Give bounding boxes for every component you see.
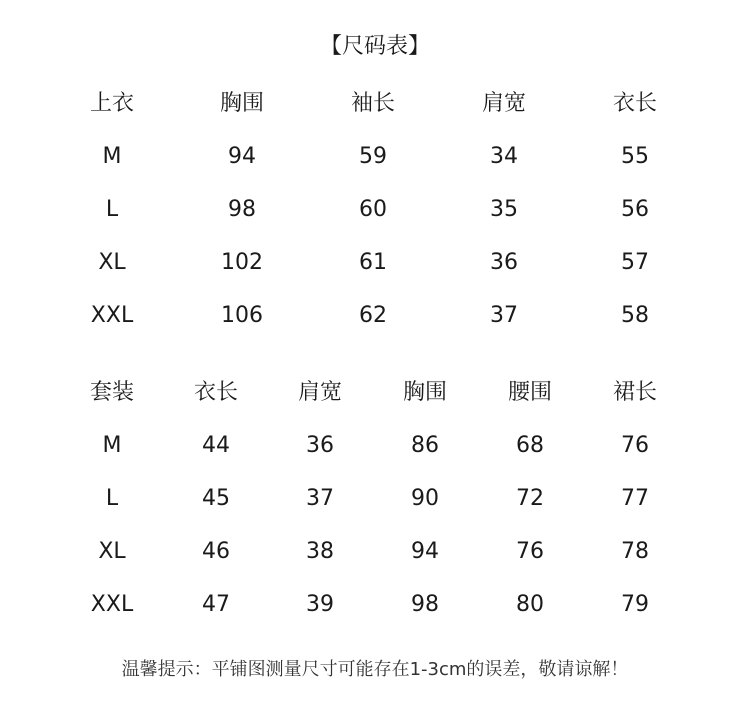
table-cell: 106 [221, 303, 263, 328]
set-header-cell: 套装 [89, 380, 134, 405]
table-cell: 37 [306, 486, 334, 511]
table-cell: 62 [359, 303, 387, 328]
table-cell: 57 [621, 250, 649, 275]
set-header-cell: 裙长 [612, 380, 657, 405]
table-cell: 68 [516, 433, 544, 458]
size-chart-title: 【尺码表】 [319, 34, 430, 59]
top-header-cell: 袖长 [350, 91, 395, 116]
table-cell: 35 [490, 197, 518, 222]
table-row [0, 431, 750, 461]
top-header-cell: 肩宽 [481, 91, 526, 116]
table-cell: 98 [411, 592, 439, 617]
top-header-cell: 衣长 [612, 91, 657, 116]
size-label: XXL [90, 303, 134, 328]
table-cell: 55 [621, 144, 649, 169]
table-cell: 61 [359, 250, 387, 275]
table-cell: 77 [621, 486, 649, 511]
table-row [0, 484, 750, 514]
table-cell: 90 [411, 486, 439, 511]
table-cell: 34 [490, 144, 518, 169]
size-label: L [105, 486, 119, 511]
table-row [0, 248, 750, 278]
table-cell: 56 [621, 197, 649, 222]
table-cell: 94 [228, 144, 256, 169]
table-cell: 60 [359, 197, 387, 222]
set-table-header-row [0, 378, 750, 408]
table-cell: 39 [306, 592, 334, 617]
table-cell: 102 [221, 250, 263, 275]
table-cell: 78 [621, 539, 649, 564]
table-cell: 59 [359, 144, 387, 169]
size-label: XL [98, 539, 126, 564]
table-cell: 80 [516, 592, 544, 617]
table-cell: 38 [306, 539, 334, 564]
table-row [0, 301, 750, 331]
table-cell: 86 [411, 433, 439, 458]
table-cell: 47 [202, 592, 230, 617]
set-header-cell: 肩宽 [297, 380, 342, 405]
measurement-note: 温馨提示：平铺图测量尺寸可能存在1-3cm的误差，敬请谅解！ [121, 659, 629, 680]
table-cell: 36 [306, 433, 334, 458]
set-header-cell: 胸围 [402, 380, 447, 405]
table-cell: 72 [516, 486, 544, 511]
table-cell: 36 [490, 250, 518, 275]
set-header-cell: 腰围 [507, 380, 552, 405]
table-cell: 37 [490, 303, 518, 328]
size-label: XXL [90, 592, 134, 617]
table-cell: 79 [621, 592, 649, 617]
table-cell: 44 [202, 433, 230, 458]
table-cell: 98 [228, 197, 256, 222]
table-row [0, 590, 750, 620]
table-cell: 76 [516, 539, 544, 564]
top-header-cell: 上衣 [89, 91, 134, 116]
table-cell: 76 [621, 433, 649, 458]
table-row [0, 537, 750, 567]
table-cell: 94 [411, 539, 439, 564]
table-cell: 45 [202, 486, 230, 511]
top-header-cell: 胸围 [219, 91, 264, 116]
table-cell: 58 [621, 303, 649, 328]
set-header-cell: 衣长 [193, 380, 238, 405]
size-label: M [102, 144, 122, 169]
size-label: L [105, 197, 119, 222]
size-label: XL [98, 250, 126, 275]
size-label: M [102, 433, 122, 458]
table-cell: 46 [202, 539, 230, 564]
table-row [0, 195, 750, 225]
top-table-header-row [0, 89, 750, 119]
table-row [0, 142, 750, 172]
